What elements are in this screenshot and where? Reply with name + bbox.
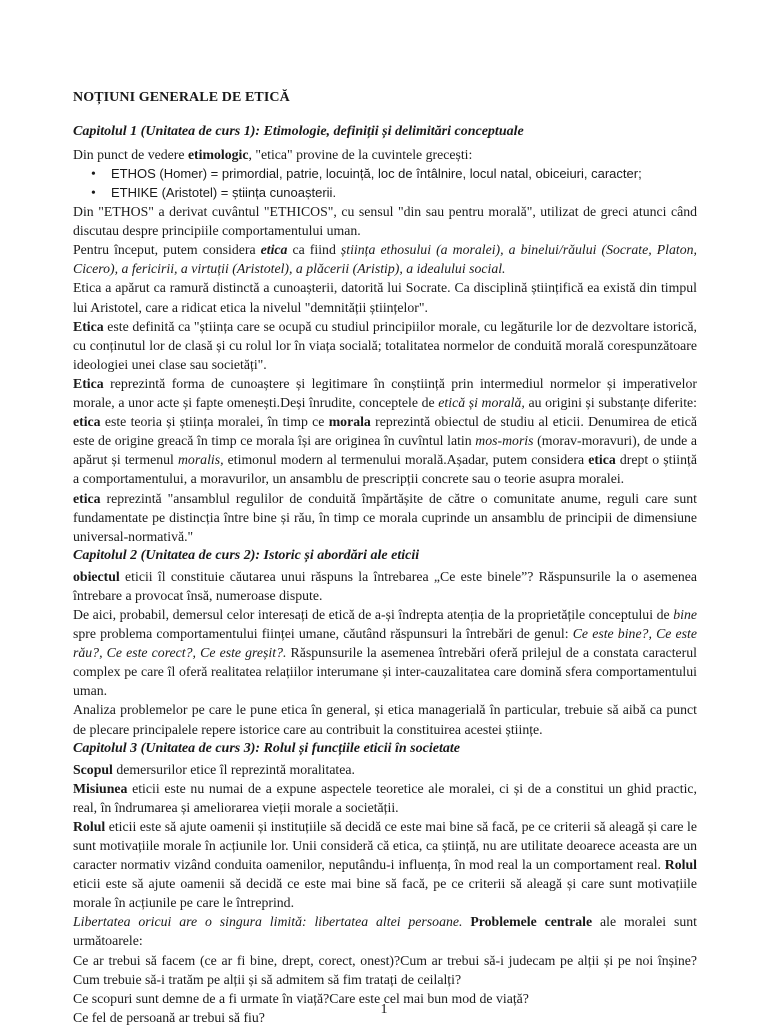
paragraph-analysis: Analiza problemelor pe care le pune etica în general, și etica managerială în particular, trebuie să aibă ca punct de plecare principalele repere istorice care au contribuit la constituirea acestei științe.: [73, 702, 697, 737]
paragraph-freedom: Libertatea oricui are o singura limită: libertatea altei persoane. Problemele centrale ale moralei sunt următoarele:: [73, 914, 697, 949]
paragraph-start: Pentru început, putem considera etica ca fiind știința ethosului (a moralei), a binelui/răului (Socrate, Platon, Cicero), a fericirii, a virtuții (Aristotel), a plăcerii (Aristip), a idealului social.: [73, 242, 697, 277]
paragraph-approach: De aici, probabil, demersul celor interesați de etică de a-și îndrepta atenția de la proprietățile conceptului de bine spre problema comportamentului ființei umane, căutând răspunsuri la întrebări de genul: Ce este bine?, Ce este rău?, Ce este corect?, Ce este greșit?. Răspunsurile la asemenea întrebări oferă prilejul de a constata caracterul complex pe care îl oferă realitatea relațiilor interumane și inter-cauzalitatea care domină sfera comportamentului uman.: [73, 606, 697, 699]
list-item: • ETHIKE (Aristotel) = știința cunoașterii.: [99, 183, 697, 202]
paragraph-purpose: Scopul demersurilor etice îl reprezintă moralitatea.: [73, 761, 355, 777]
paragraph-ethicos: Din "ETHOS" a derivat cuvântul "ETHICOS", cu sensul "din sau pentru morală", utilizat de greci atunci când discutau despre principiile comportamentului uman.: [73, 204, 697, 239]
chapter-1-heading: Capitolul 1 (Unitatea de curs 1): Etimologie, definiții și delimitări conceptuale: [73, 124, 524, 139]
question-3: Ce fel de persoană ar trebui să fiu?: [73, 1009, 265, 1025]
paragraph-object: obiectul eticii îl constituie căutarea unui răspuns la întrebarea „Ce este binele”? Răspunsurile la o asemenea întrebare a provocat însă, numeroase dispute.: [73, 568, 697, 603]
paragraph-form: Etica reprezintă forma de cunoaștere și legitimare în conștiință prin intermediul normelor și imperativelor morale, a unor acte și fapte omenești.Deși înrudite, conceptele de etică și morală, au origini și substanțe diferite: etica este teoria și știința moralei, în timp ce morala reprezintă obiectul de studiu al eticii. Denumirea de etică este de origine greacă în timp ce morala își are originea în cuvîntul latin mos-moris (morav-moravuri), de unde a apărut și termenul moralis, etimonul modern al termenului morală.Așadar, putem considera etica drept o știință a comportamentului, a moravurilor, un ansamblu de prescripții concrete sau o teorie asupra moralei.: [73, 375, 697, 487]
chapter-2-heading: Capitolul 2 (Unitatea de curs 2): Istoric și abordări ale eticii: [73, 547, 420, 563]
etymology-list: [73, 164, 697, 202]
list-item: • ETHOS (Homer) = primordial, patrie, locuință, loc de întâlnire, locul natal, obiceiuri, caracter;: [99, 164, 697, 183]
chapter-3-heading: Capitolul 3 (Unitatea de curs 3): Rolul și funcțiile eticii în societate: [73, 740, 460, 756]
paragraph-definition: Etica este definită ca "știința care se ocupă cu studiul principiilor morale, cu legăturile lor de dezvoltare istorică, cu conținutul lor de clasă și cu rolul lor în viața socială; totalitatea normelor de conduită morală corespunzătoare ideologiei unei clase sau societăți".: [73, 318, 697, 372]
page-number: 1: [380, 1002, 388, 1017]
question-2: Ce scopuri sunt demne de a fi urmate în viață?Care este cel mai bun mod de viață?: [73, 990, 529, 1006]
paragraph-role: Rolul eticii este să ajute oamenii și instituțiile să decidă ce este mai bine să facă, pe ce criterii să aleagă și care le sunt motivațiile morale în acțiunile lor. Unii consideră că etica, ca știință, nu are utilitate deoarece aceasta are un caracter normativ vizând conduita oamenilor, neputându-i influența, în mod real la un comportament real. Rolul eticii este să ajute oamenii să decidă ce este mai bine să facă, pe ce criterii să aleagă și care sunt motivațiile morale în acțiunile pe care le întreprind.: [73, 818, 697, 911]
paragraph-rules: etica reprezintă "ansamblul regulilor de conduită împărtășite de către o comunitate anume, reguli care sunt fundamentate pe distincția între bine și rău, în timp ce morala cuprinde un ansamblu de principii de dimensiune universal-normativă.": [73, 490, 697, 544]
paragraph-socrate: Etica a apărut ca ramură distinctă a cunoașterii, datorită lui Socrate. Ca disciplină științifică ea există din timpul lui Aristotel, care a ridicat etica la nivelul "demnității științelor".: [73, 280, 697, 315]
paragraph-mission: Misiunea eticii este nu numai de a expune aspectele teoretice ale moralei, ci și de a constitui un ghid practic, real, în îndrumarea și ameliorarea vieții morale a societății.: [73, 780, 697, 815]
question-1: Ce ar trebui să facem (ce ar fi bine, drept, corect, onest)?Cum ar trebui să-i judecam pe alții și pe noi înșine?Cum trebuie să-i tratăm pe alții și să admitem să fim tratați de ceilalți?: [73, 952, 697, 987]
etymology-intro: Din punct de vedere etimologic, "etica" provine de la cuvintele grecești:: [73, 147, 473, 162]
document-title: NOȚIUNI GENERALE DE ETICĂ: [73, 90, 290, 105]
